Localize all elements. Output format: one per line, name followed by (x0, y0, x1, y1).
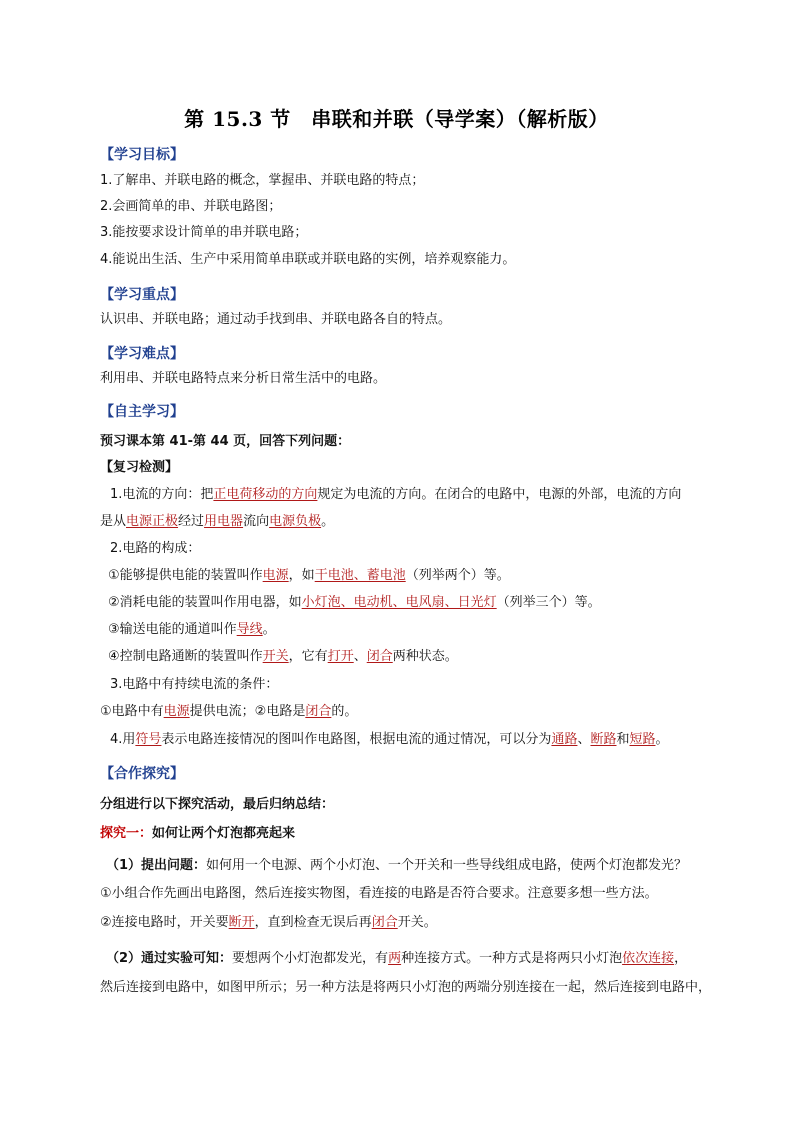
answer-blank: 正电荷移动的方向 (213, 487, 318, 502)
question-2-item-3: ③输送电能的通道叫作导线。 (108, 622, 276, 637)
answer-blank: 两 (388, 951, 402, 966)
answer-blank: 小灯泡、电动机、电风扇、日光灯 (301, 595, 497, 610)
answer-blank: 电源负极 (269, 514, 322, 529)
answer-blank: 断开 (228, 915, 255, 930)
question-3-head: 3.电路中有持续电流的条件： (110, 677, 279, 692)
question-2-item-4: ④控制电路通断的装置叫作开关，它有打开、闭合两种状态。 (108, 649, 458, 664)
answer-blank: 电源 (262, 568, 289, 583)
coop-intro: 分组进行以下探究活动，最后归纳总结： (100, 797, 335, 812)
preview-instruction: 预习课本第 41-第 44 页，回答下列问题： (100, 434, 351, 449)
answer-blank: 电源 (163, 704, 190, 719)
part-1-step-2: ②连接电路时，开关要断开，直到检查无误后再闭合开关。 (100, 915, 437, 930)
answer-blank: 导线 (236, 622, 263, 637)
part-2-line-1: （2）通过实验可知：要想两个小灯泡都发光，有两种连接方式。一种方式是将两只小灯泡依次连接， (106, 951, 688, 966)
question-1-line-2: 是从电源正极经过用电器流向电源负极。 (100, 514, 335, 529)
goal-item: 3.能按要求设计简单的串并联电路； (100, 225, 308, 240)
answer-blank: 开关 (262, 649, 289, 664)
focus-header: 【学习重点】 (100, 287, 184, 303)
answer-blank: 断路 (590, 732, 617, 747)
answer-blank: 依次连接 (622, 951, 675, 966)
self-study-header: 【自主学习】 (100, 404, 184, 420)
difficulty-text: 利用串、并联电路特点来分析日常生活中的电路。 (100, 371, 387, 386)
question-2-head: 2.电路的构成： (110, 541, 201, 556)
answer-blank: 通路 (551, 732, 578, 747)
goal-item: 2.会画简单的串、并联电路图； (100, 199, 282, 214)
review-header: 【复习检测】 (100, 460, 179, 475)
answer-blank: 符号 (135, 732, 162, 747)
answer-blank: 闭合 (366, 649, 393, 664)
difficulty-header: 【学习难点】 (100, 346, 184, 362)
goal-item: 4.能说出生活、生产中采用简单串联或并联电路的实例，培养观察能力。 (100, 252, 516, 267)
answer-blank: 电源正极 (126, 514, 179, 529)
answer-blank: 闭合 (371, 915, 398, 930)
answer-blank: 闭合 (305, 704, 332, 719)
goals-header: 【学习目标】 (100, 147, 184, 163)
part-1-question: （1）提出问题：如何用一个电源、两个小灯泡、一个开关和一些导线组成电路，使两个灯泡都发光？ (106, 858, 688, 873)
page-title: 第 15.3 节 串联和并联（导学案）（解析版） (184, 107, 609, 131)
question-1-line-1: 1.电流的方向：把正电荷移动的方向规定为电流的方向。在闭合的电路中，电源的外部，电流的方向 (110, 487, 682, 502)
question-4-line: 4.用符号表示电路连接情况的图叫作电路图，根据电流的通过情况，可以分为通路、断路和短路。 (110, 732, 669, 747)
question-2-item-2: ②消耗电能的装置叫作用电器，如小灯泡、电动机、电风扇、日光灯（列举三个）等。 (108, 595, 601, 610)
answer-blank: 打开 (327, 649, 354, 664)
answer-blank: 用电器 (204, 514, 244, 529)
answer-blank: 短路 (629, 732, 656, 747)
inquiry-1-title: 探究一：如何让两个灯泡都亮起来 (100, 826, 296, 841)
answer-blank: 干电池、蓄电池 (314, 568, 406, 583)
part-2-line-2: 然后连接到电路中，如图甲所示；另一种方法是将两只小灯泡的两端分别连接在一起，然后连接到电路中， (100, 980, 712, 995)
goal-item: 1.了解串、并联电路的概念，掌握串、并联电路的特点； (100, 173, 425, 188)
focus-text: 认识串、并联电路；通过动手找到串、并联电路各自的特点。 (100, 312, 452, 327)
question-2-item-1: ①能够提供电能的装置叫作电源，如干电池、蓄电池（列举两个）等。 (108, 568, 510, 583)
inquiry-label: 探究一： (100, 826, 153, 841)
part-1-step-1: ①小组合作先画出电路图，然后连接实物图，看连接的电路是否符合要求。注意要多想一些方法。 (100, 886, 658, 901)
coop-header: 【合作探究】 (100, 766, 184, 782)
question-3-line: ①电路中有电源提供电流；②电路是闭合的。 (100, 704, 358, 719)
